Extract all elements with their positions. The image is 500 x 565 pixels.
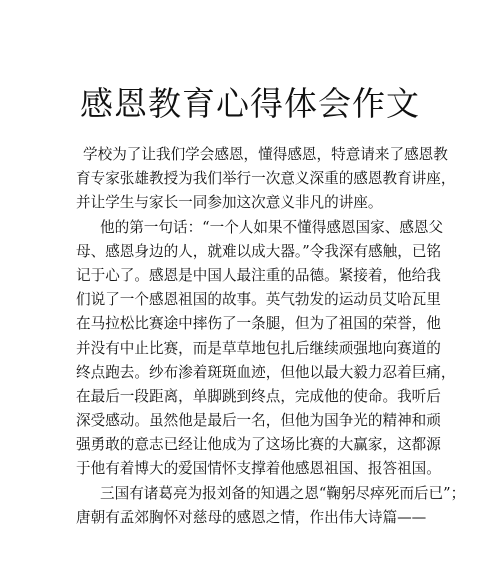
text-line: 育专家张雄教授为我们举行一次意义深重的感恩教育讲座，	[76, 170, 456, 188]
text-line: 母、感恩身边的人，就难以成大器。”令我深有感触，已铭	[76, 242, 442, 260]
text-line: 在马拉松比赛途中摔伤了一条腿，但为了祖国的荣誉，他	[76, 315, 441, 333]
text-line: 在最后一段距离，单脚跳到终点，完成他的使命。我听后	[76, 387, 441, 405]
text-line: 们说了一个感恩祖国的故事。英气勃发的运动员艾哈瓦里	[76, 291, 441, 309]
text-line: 记于心了。感恩是中国人最注重的品德。紧接着，他给我	[76, 266, 441, 284]
text-line: 并没有中止比赛，而是草草地包扎后继续顽强地向赛道的	[76, 339, 441, 357]
text-line: 学校为了让我们学会感恩，懂得感恩，特意请来了感恩教	[83, 146, 448, 163]
document-title: 感恩教育心得体会作文	[80, 84, 420, 123]
text-line: 唐朝有孟郊胸怀对慈母的感恩之情，作出伟大诗篇——	[76, 508, 427, 526]
text-line: 强勇敢的意志已经让他成为了这场比赛的大赢家，这都源	[76, 436, 441, 454]
text-line: 于他有着博大的爱国情怀支撑着他感恩祖国、报答祖国。	[76, 460, 441, 478]
text-line: 三国有诸葛亮为报刘备的知遇之恩“鞠躬尽瘁死而后已”；	[100, 484, 466, 502]
text-line: 他的第一句话：“一个人如果不懂得感恩国家、感恩父	[100, 218, 444, 236]
text-line: 终点跑去。纱布渗着斑斑血迹，但他以最大毅力忍着巨痛，	[76, 363, 456, 381]
document-body	[76, 143, 466, 530]
text-line: 深受感动。虽然他是最后一名，但他为国争光的精神和顽	[76, 412, 441, 430]
text-line: 并让学生与家长一同参加这次意义非凡的讲座。	[76, 194, 383, 212]
